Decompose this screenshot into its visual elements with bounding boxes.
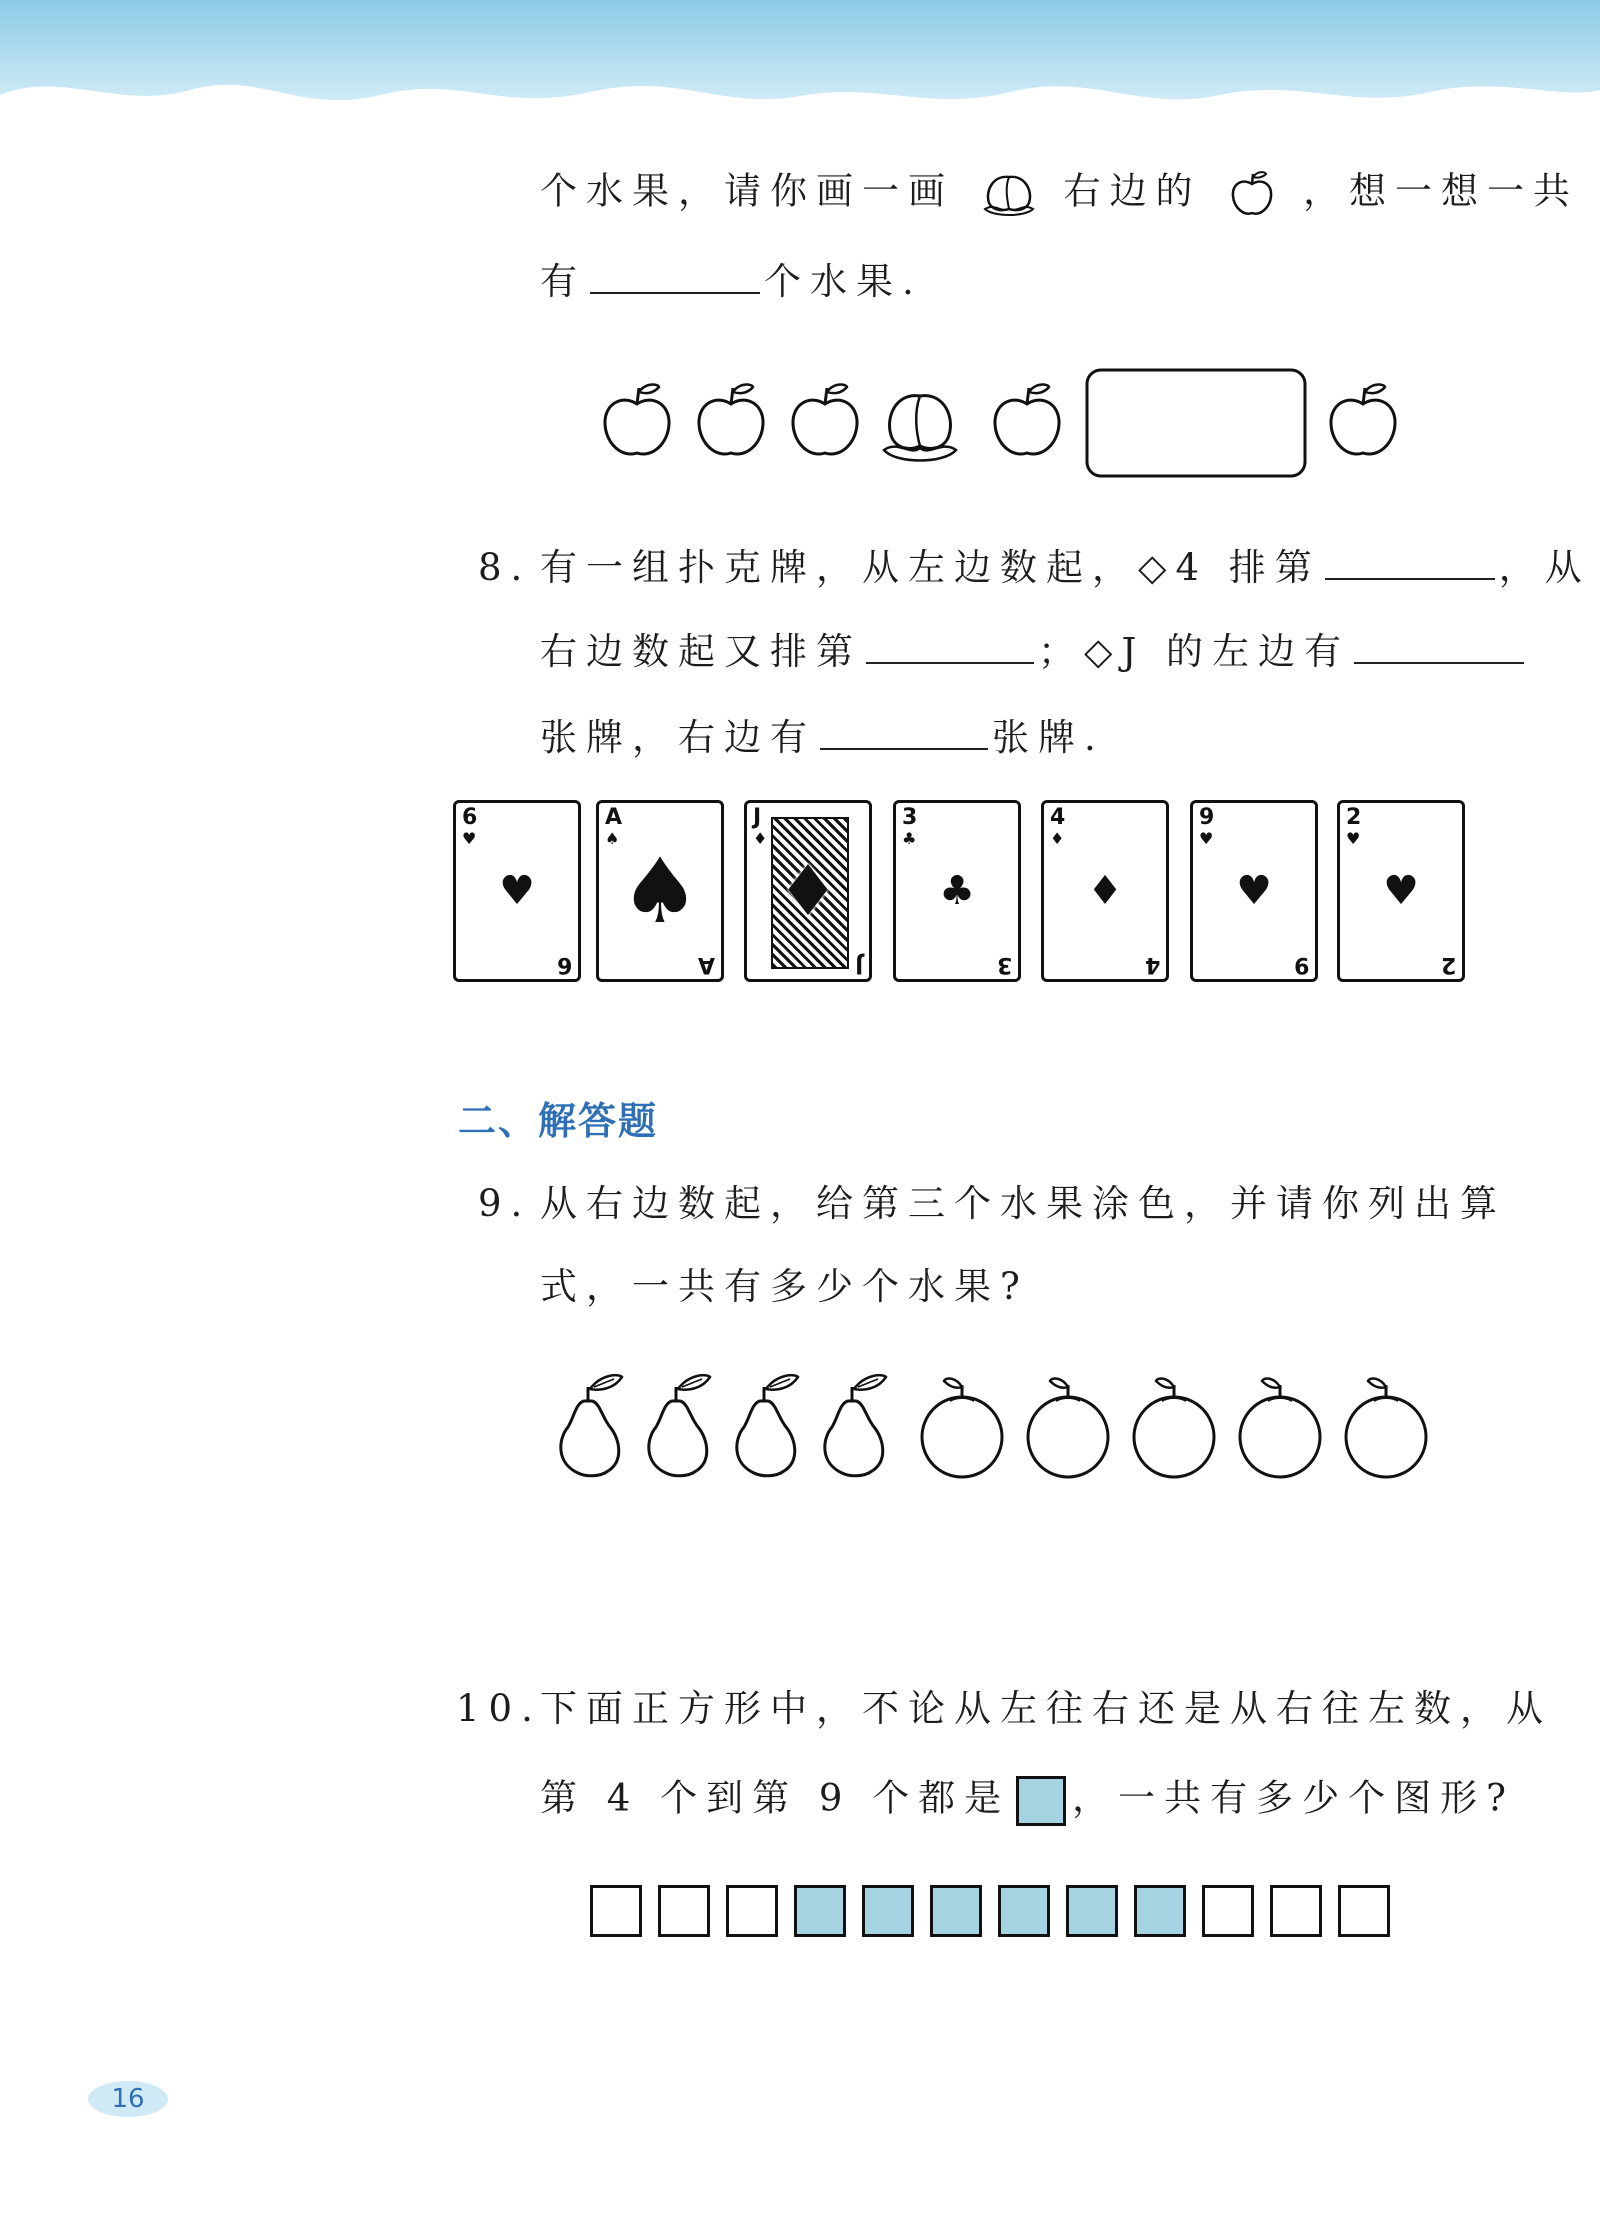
q8-line1 xyxy=(478,546,1591,589)
card-suit-large: ♥ xyxy=(1236,868,1272,914)
q9-number: 9. xyxy=(478,1182,532,1225)
square-cell xyxy=(658,1885,710,1937)
q10-line2-text-a: 第 4 个到第 9 个都是 xyxy=(540,1776,1011,1820)
q7-line2-text-a: 有 xyxy=(540,260,586,303)
square-cell xyxy=(1270,1885,1322,1937)
orange-icon[interactable] xyxy=(1346,1379,1426,1477)
playing-card xyxy=(453,800,581,982)
square-cell xyxy=(1134,1885,1186,1937)
orange-icon[interactable] xyxy=(1240,1379,1320,1477)
card-rank: 2 xyxy=(1440,952,1456,977)
square-cell xyxy=(590,1885,642,1937)
square-cell xyxy=(1338,1885,1390,1937)
q10-line2-text-b: ，一共有多少个图形? xyxy=(1072,1776,1515,1820)
q7-answer-blank[interactable] xyxy=(590,262,760,294)
q8-blank-3[interactable] xyxy=(1354,632,1524,664)
card-rank: A xyxy=(605,805,623,830)
card-suit-large: ♥ xyxy=(499,868,535,914)
page-number: 16 xyxy=(111,2084,145,2114)
playing-card xyxy=(1041,800,1169,982)
pear-icon[interactable] xyxy=(561,1375,622,1476)
orange-icon[interactable] xyxy=(1028,1379,1108,1477)
card-rank: 9 xyxy=(1199,805,1215,830)
square-cell xyxy=(862,1885,914,1937)
card-suit-small: ♥ xyxy=(462,829,477,848)
playing-card xyxy=(744,800,872,982)
shaded-square-sample xyxy=(1016,1776,1066,1826)
square-cell xyxy=(794,1885,846,1937)
card-suit-large: ♦ xyxy=(776,850,840,932)
q7-line1-text-a: 个水果，请你画一画 xyxy=(540,169,954,213)
card-suit-large: ♦ xyxy=(1087,868,1123,914)
card-suit-small: ♥ xyxy=(1346,829,1361,848)
q7-line2 xyxy=(540,260,923,303)
square-cell xyxy=(998,1885,1050,1937)
q7-fruit-row xyxy=(590,360,1420,490)
q7-line1-text-c: ，想一想一共 xyxy=(1303,169,1580,213)
apple-icon xyxy=(793,385,857,454)
orange-icon[interactable] xyxy=(1134,1379,1214,1477)
apple-icon xyxy=(699,385,763,454)
card-rank: J xyxy=(854,952,863,977)
q8-line3-text-a: 张牌，右边有 xyxy=(540,716,816,759)
card-suit-small: ♥ xyxy=(1199,829,1214,848)
q8-line3-text-b: 张牌. xyxy=(992,716,1105,759)
q8-line2-text-a: 右边数起又排第 xyxy=(540,630,862,673)
playing-card xyxy=(1190,800,1318,982)
q7-line1 xyxy=(540,168,1579,220)
card-rank: A xyxy=(697,952,715,977)
q8-blank-4[interactable] xyxy=(820,718,988,750)
card-rank: 3 xyxy=(902,805,918,830)
q9-fruit-row xyxy=(548,1365,1448,1485)
q8-line3 xyxy=(540,716,1105,759)
q9-line2-text: 式，一共有多少个水果? xyxy=(540,1265,1029,1308)
apple-icon xyxy=(605,385,669,454)
q9-line1 xyxy=(478,1182,1506,1225)
empty-box[interactable] xyxy=(1087,370,1305,476)
q10-line2 xyxy=(540,1776,1515,1826)
peach-icon xyxy=(884,396,956,461)
sky-header xyxy=(0,0,1600,130)
card-rank: 9 xyxy=(1293,952,1309,977)
q8-line1-text-b: ，从 xyxy=(1498,546,1591,589)
q10-line1 xyxy=(456,1687,1552,1730)
card-suit-large: ♣ xyxy=(939,868,975,914)
card-rank: 4 xyxy=(1144,952,1160,977)
section-title: 二、解答题 xyxy=(458,1099,659,1143)
q8-blank-1[interactable] xyxy=(1325,548,1495,580)
card-rank: 6 xyxy=(556,952,572,977)
orange-icon[interactable] xyxy=(922,1379,1002,1477)
card-rank: 6 xyxy=(462,805,478,830)
card-suit-small: ♦ xyxy=(753,829,768,848)
q8-number: 8. xyxy=(478,546,532,589)
q8-line1-text-a: 有一组扑克牌，从左边数起，◇4 排第 xyxy=(540,546,1321,589)
card-rank: 2 xyxy=(1346,805,1362,830)
q8-blank-2[interactable] xyxy=(866,632,1034,664)
apple-icon xyxy=(1331,385,1395,454)
card-rank: J xyxy=(753,805,762,830)
square-cell xyxy=(930,1885,982,1937)
q8-line2 xyxy=(540,630,1528,673)
card-suit-small: ♠ xyxy=(605,829,620,848)
playing-card xyxy=(596,800,724,982)
pear-icon[interactable] xyxy=(825,1375,886,1476)
peach-icon xyxy=(979,169,1039,219)
card-suit-small: ♦ xyxy=(1050,829,1065,848)
playing-card xyxy=(893,800,1021,982)
q9-line1-text: 从右边数起，给第三个水果涂色，并请你列出算 xyxy=(540,1182,1506,1225)
playing-card xyxy=(1337,800,1465,982)
card-suit-large: ♥ xyxy=(1383,868,1419,914)
pear-icon[interactable] xyxy=(649,1375,710,1476)
card-rank: 3 xyxy=(996,952,1012,977)
q8-line2-text-b: ；◇J 的左边有 xyxy=(1038,630,1351,673)
q10-line1-text: 下面正方形中，不论从左往右还是从右往左数，从 xyxy=(540,1687,1552,1730)
apple-icon xyxy=(995,385,1059,454)
square-cell xyxy=(726,1885,778,1937)
q7-line2-text-b: 个水果. xyxy=(764,260,923,303)
card-suit-large: ♠ xyxy=(619,838,701,944)
card-rank: 4 xyxy=(1050,805,1066,830)
card-suit-small: ♣ xyxy=(902,829,917,848)
square-cell xyxy=(1066,1885,1118,1937)
apple-icon xyxy=(1226,168,1278,220)
q7-line1-text-b: 右边的 xyxy=(1063,169,1202,213)
pear-icon[interactable] xyxy=(737,1375,798,1476)
q10-number: 10. xyxy=(456,1687,542,1730)
q9-line2 xyxy=(540,1265,1029,1308)
square-cell xyxy=(1202,1885,1254,1937)
